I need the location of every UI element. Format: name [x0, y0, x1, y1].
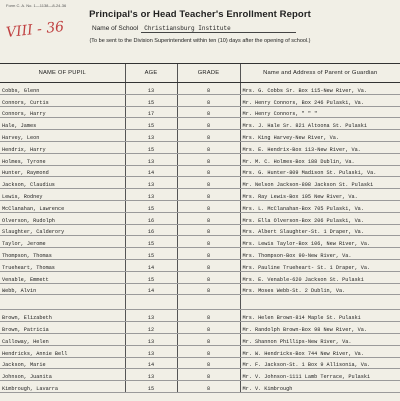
age-cell: 13: [125, 310, 177, 322]
table-row: [0, 153, 400, 165]
age-cell: 13: [125, 177, 177, 189]
report-title: Principal's or Head Teacher's Enrollment Report: [89, 9, 311, 20]
guardian-address-cell: Mrs. Thompson-Box 90-New River, Va.: [240, 248, 400, 260]
school-name-label: Name of School: [92, 25, 139, 32]
guardian-address-cell: Mrs. King Harvey-New River, Va.: [240, 130, 400, 142]
pupil-name-cell: Hale, James: [0, 118, 125, 130]
grade-cell: 8: [177, 141, 240, 153]
blank-cell: [125, 295, 177, 310]
grade-cell: 8: [177, 283, 240, 295]
age-cell: 15: [125, 118, 177, 130]
age-cell: 15: [125, 381, 177, 393]
age-cell: 13: [125, 130, 177, 142]
guardian-address-cell: Mr. Henry Connors, Box 246 Pulaski, Va.: [240, 94, 400, 106]
grade-cell: 8: [177, 248, 240, 260]
table-row: [0, 345, 400, 357]
guardian-address-cell: Mr. Nelson Jackson-808 Jackson St. Pulaski: [240, 177, 400, 189]
blank-cell: [177, 295, 240, 310]
pupil-name-cell: Hendricks, Annie Bell: [0, 345, 125, 357]
pupil-name-cell: Lewis, Rodney: [0, 189, 125, 201]
guardian-address-cell: Mrs. J. Hale Sr. 821 Altoona St. Pulaski: [240, 118, 400, 130]
pupil-name-cell: Hendrix, Harry: [0, 141, 125, 153]
grade-cell: 8: [177, 357, 240, 369]
table-row: [0, 118, 400, 130]
age-cell: 13: [125, 345, 177, 357]
guardian-address-cell: Mr. Shannon Phillips-New River, Va.: [240, 333, 400, 345]
enrollment-table: [0, 64, 400, 393]
age-cell: 15: [125, 94, 177, 106]
table-row: [0, 83, 400, 95]
guardian-address-cell: Mr. V. Kimbrough: [240, 381, 400, 393]
guardian-address-cell: Mrs. Ella Olverson-Box 206 Pulaski, Va.: [240, 212, 400, 224]
grade-cell: 8: [177, 130, 240, 142]
grade-cell: 8: [177, 165, 240, 177]
grade-cell: 8: [177, 369, 240, 381]
column-header-age: AGE: [125, 64, 177, 83]
form-number: Form C. A. No. 1—1138—8-24-36: [6, 3, 67, 8]
pupil-name-cell: Jackson, Marie: [0, 357, 125, 369]
table-row: [0, 189, 400, 201]
age-cell: 15: [125, 248, 177, 260]
pupil-name-cell: Holmes, Tyrone: [0, 153, 125, 165]
grade-cell: 8: [177, 322, 240, 334]
pupil-name-cell: Olverson, Rudolph: [0, 212, 125, 224]
blank-row: [0, 295, 400, 310]
guardian-address-cell: Mrs. Moses Webb-St. 2 Dublin, Va.: [240, 283, 400, 295]
grade-cell: 8: [177, 271, 240, 283]
pupil-name-cell: Thompson, Thomas: [0, 248, 125, 260]
age-cell: 13: [125, 333, 177, 345]
grade-cell: 8: [177, 118, 240, 130]
pupil-name-cell: Slaughter, Calderory: [0, 224, 125, 236]
age-cell: 15: [125, 236, 177, 248]
pupil-name-cell: Harvey, Leon: [0, 130, 125, 142]
pupil-name-cell: Calloway, Helen: [0, 333, 125, 345]
school-name-value: Christiansburg Institute: [141, 25, 296, 33]
table-body: [0, 83, 400, 393]
guardian-address-cell: Mr. M. C. Holmes-Box 188 Dublin, Va.: [240, 153, 400, 165]
grade-cell: 8: [177, 236, 240, 248]
grade-cell: 8: [177, 83, 240, 95]
blank-cell: [0, 295, 125, 310]
table-row: [0, 177, 400, 189]
grade-cell: 8: [177, 189, 240, 201]
table-row: [0, 236, 400, 248]
grade-cell: 8: [177, 381, 240, 393]
age-cell: 13: [125, 369, 177, 381]
age-cell: 16: [125, 224, 177, 236]
age-cell: 17: [125, 106, 177, 118]
table-row: [0, 165, 400, 177]
age-cell: 16: [125, 212, 177, 224]
guardian-address-cell: Mr. Henry Connors, " " ": [240, 106, 400, 118]
age-cell: 13: [125, 189, 177, 201]
table-row: [0, 322, 400, 334]
guardian-address-cell: Mrs. E. Venable-620 Jackson St. Pulaski: [240, 271, 400, 283]
grade-cell: 8: [177, 345, 240, 357]
grade-cell: 8: [177, 212, 240, 224]
grade-cell: 8: [177, 94, 240, 106]
pupil-name-cell: Hunter, Raymond: [0, 165, 125, 177]
table-row: [0, 94, 400, 106]
pupil-name-cell: Jackson, Claudius: [0, 177, 125, 189]
grade-cell: 8: [177, 177, 240, 189]
grade-cell: 8: [177, 310, 240, 322]
age-cell: 12: [125, 322, 177, 334]
age-cell: 14: [125, 283, 177, 295]
guardian-address-cell: Mrs. L. McClanahan-Box 705 Pulaski, Va.: [240, 200, 400, 212]
school-name-line: [92, 25, 296, 33]
grade-cell: 8: [177, 259, 240, 271]
pupil-name-cell: Brown, Patricia: [0, 322, 125, 334]
table-row: [0, 283, 400, 295]
age-cell: 14: [125, 259, 177, 271]
pupil-name-cell: Trueheart, Thomas: [0, 259, 125, 271]
column-header-grade: GRADE: [177, 64, 240, 83]
table-row: [0, 212, 400, 224]
guardian-address-cell: Mrs. Ray Lewis-Box 105 New River, Va.: [240, 189, 400, 201]
grade-cell: 8: [177, 200, 240, 212]
table-row: [0, 248, 400, 260]
pupil-name-cell: Brown, Elizabeth: [0, 310, 125, 322]
handwritten-annotation: VIII - 36: [5, 19, 65, 41]
age-cell: 15: [125, 141, 177, 153]
column-header-address: Name and Address of Parent or Guardian: [240, 64, 400, 83]
grade-cell: 8: [177, 153, 240, 165]
age-cell: 15: [125, 200, 177, 212]
guardian-address-cell: Mr. V. Johnson-1111 Lamb Terrace, Pulaski: [240, 369, 400, 381]
guardian-address-cell: Mrs. E. Hendrix-Box 113-New River, Va.: [240, 141, 400, 153]
table-row: [0, 224, 400, 236]
guardian-address-cell: Mr. Randolph Brown-Box 98 New River, Va.: [240, 322, 400, 334]
pupil-name-cell: Kimbrough, Lavarra: [0, 381, 125, 393]
table-row: [0, 259, 400, 271]
pupil-name-cell: Cobbs, Glenn: [0, 83, 125, 95]
guardian-address-cell: Mrs. G. Hunter-809 Madison St. Pulaski, Va.: [240, 165, 400, 177]
age-cell: 13: [125, 83, 177, 95]
age-cell: 14: [125, 165, 177, 177]
age-cell: 14: [125, 357, 177, 369]
pupil-name-cell: Webb, Alvin: [0, 283, 125, 295]
guardian-address-cell: Mrs. Albert Slaughter-St. 1 Draper, Va.: [240, 224, 400, 236]
table-row: [0, 106, 400, 118]
guardian-address-cell: Mr. F. Jackson-St. 1 Box 9 Allisonia, Va.: [240, 357, 400, 369]
grade-cell: 8: [177, 106, 240, 118]
table-row: [0, 271, 400, 283]
enrollment-table-container: [0, 63, 400, 401]
table-row: [0, 141, 400, 153]
pupil-name-cell: Connors, Curtis: [0, 94, 125, 106]
guardian-address-cell: Mrs. G. Cobbs Sr. Box 115-New River, Va.: [240, 83, 400, 95]
table-row: [0, 369, 400, 381]
table-row: [0, 381, 400, 393]
pupil-name-cell: Connors, Harry: [0, 106, 125, 118]
grade-cell: 8: [177, 333, 240, 345]
table-row: [0, 200, 400, 212]
instruction-text: (To be sent to the Division Superintendent within ten (10) days after the opening of school.): [89, 38, 311, 44]
table-row: [0, 357, 400, 369]
grade-cell: 8: [177, 224, 240, 236]
pupil-name-cell: McClanahan, Lawrence: [0, 200, 125, 212]
table-row: [0, 130, 400, 142]
table-row: [0, 333, 400, 345]
guardian-address-cell: Mrs. Lewis Taylor-Box 106, New River, Va.: [240, 236, 400, 248]
guardian-address-cell: Mr. W. Hendricks-Box 744 New River, Va.: [240, 345, 400, 357]
column-header-name: NAME OF PUPIL: [0, 64, 125, 83]
age-cell: 13: [125, 153, 177, 165]
pupil-name-cell: Taylor, Jerome: [0, 236, 125, 248]
guardian-address-cell: Mrs. Pauline Trueheart- St. 1 Draper, Va.: [240, 259, 400, 271]
age-cell: 15: [125, 271, 177, 283]
pupil-name-cell: Venable, Emmett: [0, 271, 125, 283]
guardian-address-cell: Mrs. Helen Brown-814 Maple St. Pulaski: [240, 310, 400, 322]
table-row: [0, 310, 400, 322]
pupil-name-cell: Johnson, Juanita: [0, 369, 125, 381]
blank-cell: [240, 295, 400, 310]
table-header-row: [0, 64, 400, 83]
